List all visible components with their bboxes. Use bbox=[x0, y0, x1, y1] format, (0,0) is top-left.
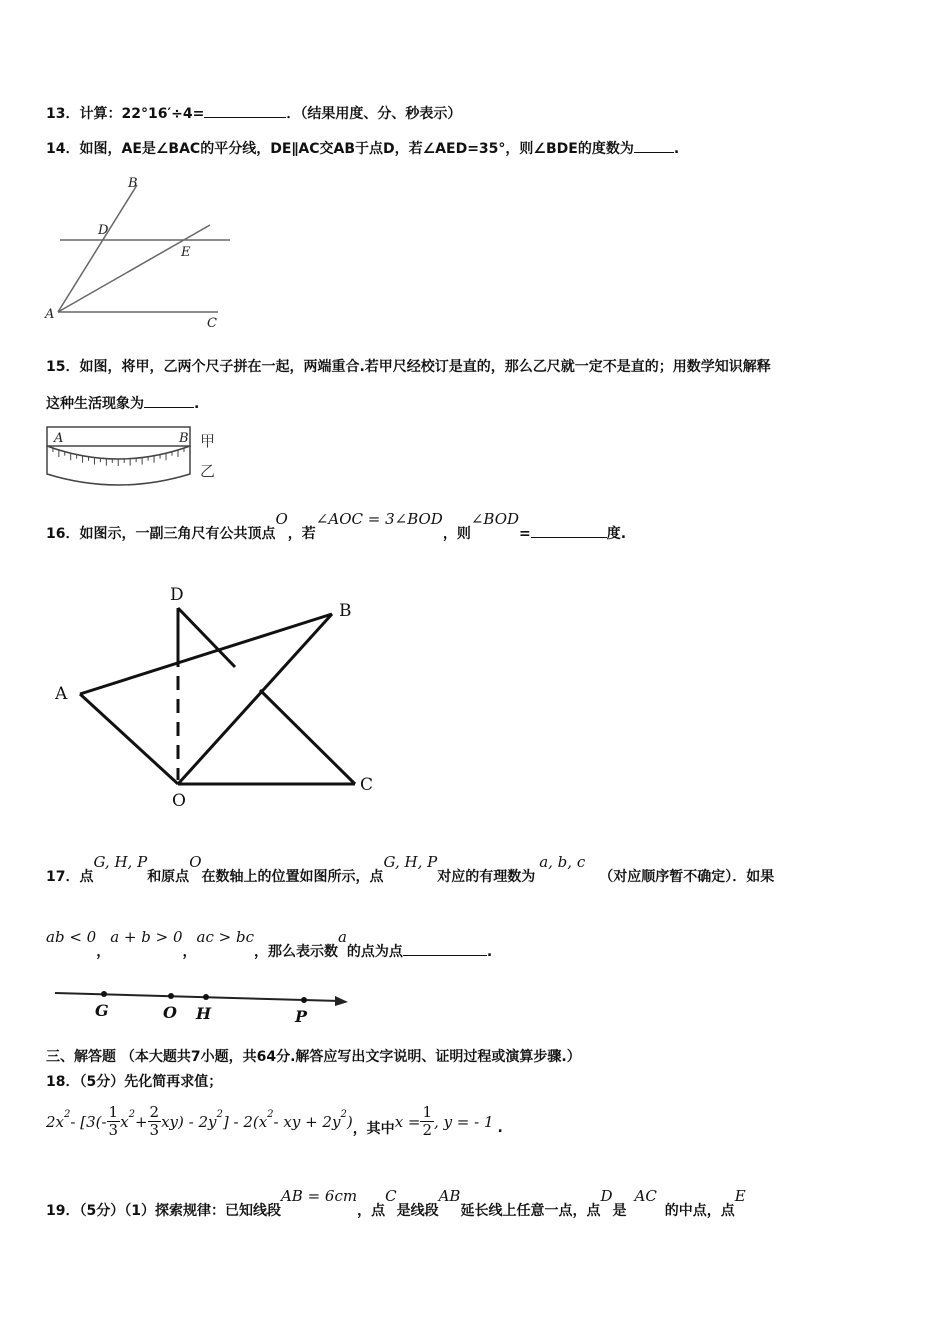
q18-frac-2: $\frac{2}{3}$ bbox=[149, 1103, 160, 1139]
q15-end: . bbox=[194, 396, 200, 412]
q17-label-p: P bbox=[295, 1007, 308, 1026]
q17-line2 bbox=[46, 928, 493, 961]
q17-prefix: 17．点 bbox=[46, 869, 94, 885]
q19-ext: 延长线上任意一点，点 bbox=[460, 1203, 601, 1219]
q16-prefix: 16．如图示，一副三角尺有公共顶点 bbox=[46, 526, 276, 542]
q18-expr-d: + bbox=[134, 1112, 148, 1131]
q17-var-a: a bbox=[337, 928, 347, 946]
q17-comma1: ， bbox=[96, 944, 111, 960]
q18-expr-g: - xy + 2y bbox=[273, 1112, 341, 1131]
q13-text: 13．计算：22°16′÷4= bbox=[46, 106, 205, 122]
q16-figure bbox=[50, 578, 390, 818]
q15-ruler-jia bbox=[47, 427, 190, 446]
q17-label-o: O bbox=[163, 1003, 177, 1022]
q16-line bbox=[46, 510, 627, 543]
q15-figure bbox=[44, 424, 224, 486]
q17-label-h: H bbox=[196, 1004, 212, 1023]
q16-label-c: C bbox=[360, 775, 374, 795]
q16-label-b: B bbox=[339, 601, 352, 621]
q17-vars: a, b, c bbox=[539, 853, 586, 871]
q17-cond2: a + b > 0 bbox=[110, 928, 183, 946]
q17-arrow bbox=[335, 996, 348, 1006]
q17-point-g bbox=[101, 991, 107, 997]
q16-suffix: 度. bbox=[606, 526, 627, 542]
q18-where: ，其中 bbox=[352, 1120, 395, 1137]
q15-label-b: B bbox=[179, 431, 189, 446]
q16-mid2: ，则 bbox=[442, 526, 471, 542]
q17-cond3: ac > bc bbox=[196, 928, 254, 946]
q16-blank[interactable] bbox=[531, 523, 607, 538]
q14-blank[interactable] bbox=[634, 138, 674, 153]
q17-point-h bbox=[203, 994, 209, 1000]
q19-prefix: 19．（5分）（1）探索规律：已知线段 bbox=[46, 1203, 281, 1219]
q17-pts: G, H, P bbox=[93, 853, 148, 871]
q16-line-ao bbox=[80, 694, 178, 784]
q15-line2 bbox=[46, 393, 199, 413]
q16-line-dc-upper bbox=[178, 608, 235, 667]
q18-expr-h: ) bbox=[346, 1112, 353, 1131]
q19-ab: AB = 6cm bbox=[280, 1187, 358, 1205]
q13-note: ．（结果用度、分、秒表示） bbox=[286, 106, 462, 122]
q18-expr-e: xy) - 2y bbox=[161, 1112, 217, 1131]
q15-blank[interactable] bbox=[144, 393, 194, 408]
q17-number-line bbox=[50, 985, 360, 1030]
q16-point-o: O bbox=[275, 510, 288, 528]
q15-label-a: A bbox=[54, 431, 64, 446]
q15-line1 bbox=[46, 356, 771, 376]
q18-frac-x: $\frac{1}{2}$ bbox=[422, 1103, 433, 1139]
q17-label-g: G bbox=[95, 1001, 109, 1020]
q19-is: 是 bbox=[612, 1203, 627, 1219]
q17-end2: . bbox=[486, 944, 493, 960]
q15-ruler-yi-inner bbox=[47, 446, 190, 459]
q17-and-origin: 和原点 bbox=[147, 869, 190, 885]
q17-cond1: ab < 0 bbox=[46, 928, 97, 946]
q19-line bbox=[46, 1187, 746, 1220]
q15-line1-text: 15．如图，将甲，乙两个尺子拼在一起，两端重合.若甲尺经校订是直的，那么乙尺就一定不是直的；用数学知识解释 bbox=[46, 359, 771, 375]
q18-frac-1: $\frac{1}{3}$ bbox=[108, 1103, 119, 1139]
q18-expr-b: - [3(- bbox=[70, 1112, 107, 1131]
q17-end1: 的点为点 bbox=[346, 944, 403, 960]
q15-line2-text: 这种生活现象为 bbox=[46, 396, 144, 412]
q18-expr-c: x bbox=[120, 1112, 129, 1131]
q18-sup-4: 2 bbox=[267, 1109, 274, 1120]
section3-title-text: 三、解答题 （本大题共7小题，共64分.解答应写出文字说明、证明过程或演算步骤.） bbox=[46, 1049, 581, 1065]
q17-pos: 在数轴上的位置如图所示，点 bbox=[201, 869, 384, 885]
q14-figure bbox=[40, 170, 240, 335]
q14-label-e: E bbox=[181, 245, 191, 260]
q19-e: E bbox=[734, 1187, 746, 1205]
q16-label-d: D bbox=[170, 585, 184, 605]
q16-eq: = bbox=[519, 526, 531, 542]
q18-sup-1: 2 bbox=[64, 1109, 71, 1120]
q15-ticks bbox=[53, 448, 184, 466]
q14-label-d: D bbox=[98, 223, 109, 238]
q14-label-c: C bbox=[207, 316, 217, 331]
q18-expr-a: 2x bbox=[46, 1112, 65, 1131]
q18-title bbox=[46, 1071, 222, 1091]
section3-title bbox=[46, 1046, 581, 1066]
q14-end: . bbox=[673, 141, 680, 157]
q18-expression bbox=[46, 1104, 503, 1139]
q13-blank[interactable] bbox=[204, 103, 286, 118]
q16-line-dc-lower bbox=[260, 690, 355, 784]
q18-x-eq: x = bbox=[394, 1112, 421, 1131]
q17-corr: 对应的有理数为 bbox=[437, 869, 536, 885]
q14-label-b: B bbox=[128, 176, 138, 191]
q17-blank[interactable] bbox=[403, 941, 487, 956]
q16-cond: ∠AOC = 3∠BOD bbox=[315, 510, 443, 528]
q18-sup-3: 2 bbox=[216, 1109, 223, 1120]
q17-point-p bbox=[301, 997, 307, 1003]
q16-mid: ，若 bbox=[287, 526, 316, 542]
q14-line bbox=[46, 138, 679, 158]
q18-expr-f: ] - 2(x bbox=[222, 1112, 268, 1131]
q19-d: D bbox=[600, 1187, 613, 1205]
q14-text: 14．如图，AE是∠BAC的平分线，DE∥AC交AB于点D，若∠AED=35°，则∠BDE的度数为 bbox=[46, 141, 634, 157]
q19-mid: 是线段 bbox=[396, 1203, 439, 1219]
q19-dot: ，点 bbox=[357, 1203, 386, 1219]
q18-sup-5: 2 bbox=[340, 1109, 347, 1120]
q17-then: ，那么表示数 bbox=[253, 944, 338, 960]
q16-target: ∠BOD bbox=[470, 510, 520, 528]
q19-c: C bbox=[385, 1187, 397, 1205]
q19-mp: 的中点，点 bbox=[664, 1203, 735, 1219]
q17-point-o bbox=[168, 993, 174, 999]
q13-line bbox=[46, 103, 461, 123]
q19-ab2: AB bbox=[438, 1187, 461, 1205]
q14-label-a: A bbox=[45, 307, 55, 322]
q17-comma2: ， bbox=[182, 944, 197, 960]
q14-line-ab bbox=[58, 185, 137, 312]
q17-pts2: G, H, P bbox=[383, 853, 438, 871]
q16-label-a: A bbox=[55, 684, 68, 704]
q16-label-o: O bbox=[172, 791, 186, 811]
q17-axis bbox=[55, 993, 340, 1001]
q18-sup-2: 2 bbox=[128, 1109, 135, 1120]
q18-title-text: 18．（5分）先化简再求值； bbox=[46, 1074, 223, 1090]
q17-note: （对应顺序暂不确定）．如果 bbox=[599, 869, 775, 885]
q14-line-ae bbox=[58, 225, 210, 312]
q15-label-yi: 乙 bbox=[200, 462, 216, 480]
q17-line1 bbox=[46, 853, 775, 886]
q18-y-eq: , y = - 1 bbox=[434, 1112, 494, 1131]
q19-ac: AC bbox=[634, 1187, 657, 1205]
q18-end: . bbox=[497, 1119, 503, 1136]
q17-origin: O bbox=[189, 853, 202, 871]
q15-label-jia: 甲 bbox=[200, 432, 216, 450]
